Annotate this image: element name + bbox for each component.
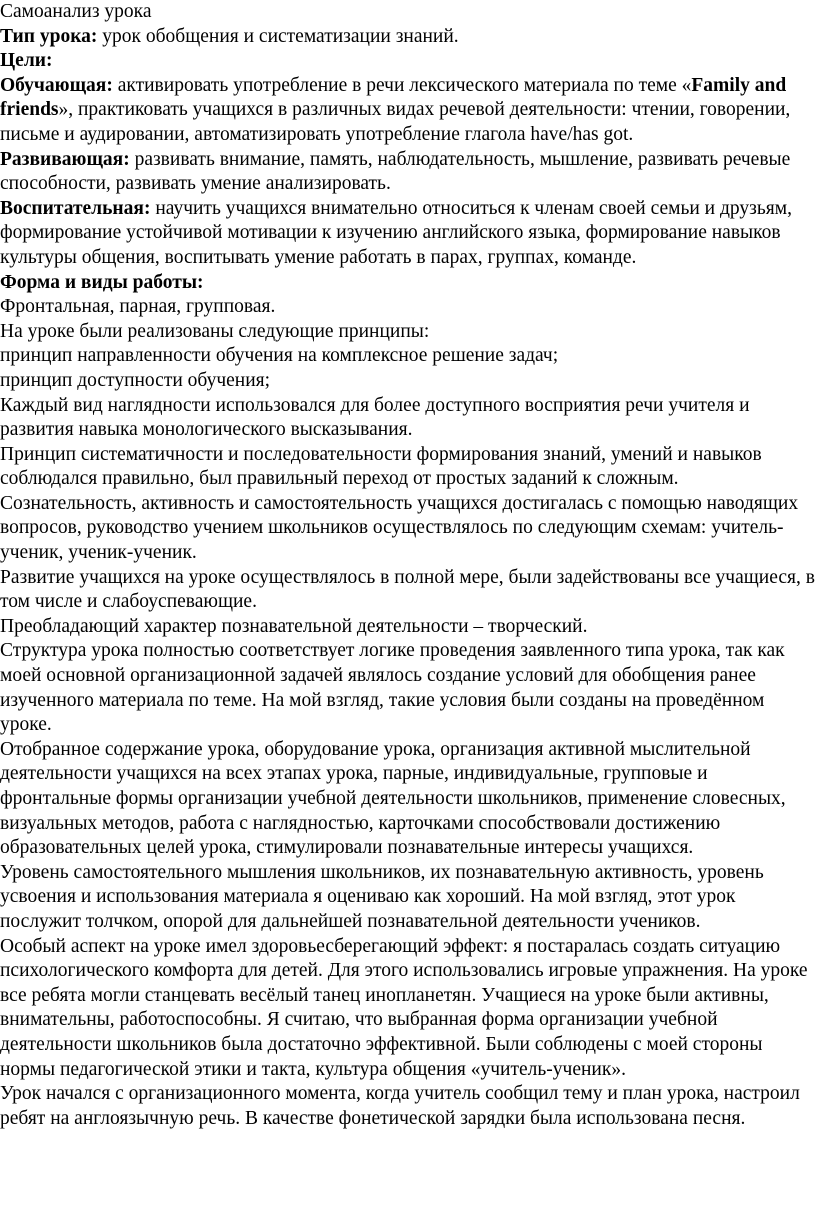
goal-educational-label: Обучающая: <box>0 74 113 96</box>
forms-heading <box>0 271 816 296</box>
goal-upbringing <box>0 197 816 271</box>
document-title: Самоанализ урока <box>0 1 152 22</box>
paragraph: Уровень самостоятельного мышления школьников, их познавательную активность, уровень усвоения и использования материала я оцениваю как хороший. На мой взгляд, этот урок послужит толчком, опорой для дальнейшей познавательной деятельности учеников. <box>0 861 764 932</box>
goal-developmental-text: развивать внимание, память, наблюдательность, мышление, развивать речевые способности, развивать умение анализировать. <box>0 148 791 195</box>
paragraph: Структура урока полностью соответствует логике проведения заявленного типа урока, так как моей основной организационной задачей являлось создание условий для обобщения ранее изученного материала по теме. На мой взгляд, такие условия были созданы на проведённом уроке. <box>0 640 785 736</box>
paragraph: принцип доступности обучения; <box>0 369 271 391</box>
paragraph: Сознательность, активность и самостоятельность учащихся достигалась с помощью наводящих вопросов, руководство учением школьников осуществлялось по следующим схемам: учитель-ученик, ученик-ученик. <box>0 492 799 564</box>
lesson-type <box>0 25 816 50</box>
paragraph: Фронтальная, парная, групповая. <box>0 296 276 318</box>
goal-upbringing-label: Воспитательная: <box>0 197 151 219</box>
lesson-type-label: Тип урока: <box>0 25 98 47</box>
goals-heading <box>0 49 816 74</box>
paragraph: Особый аспект на уроке имел здоровьесберегающий эффект: я постаралась создать ситуацию психологического комфорта для детей. Для этого использовались игровые упражнения. На уроке все ребята могли станцевать весёлый танец инопланетян. Учащиеся на уроке были активны, внимательны, работоспособны. Я считаю, что выбранная форма организации учебной деятельности школьников была достаточно эффективной. Были соблюдены с моей стороны нормы педагогической этики и такта, культура общения «учитель-ученик». <box>0 935 808 1080</box>
paragraph: Преобладающий характер познавательной деятельности – творческий. <box>0 615 588 637</box>
goal-educational <box>0 74 816 148</box>
goal-upbringing-text: научить учащихся внимательно относиться к членам своей семьи и друзьям, формирование устойчивой мотивации к изучению английского языка, формирование навыков культуры общения, воспитывать умение работать в парах, группах, команде. <box>0 197 792 268</box>
goal-developmental-label: Развивающая: <box>0 148 130 170</box>
goal-educational-text-a: активировать употребление в речи лексического материала по теме « <box>112 74 692 96</box>
paragraph: На уроке были реализованы следующие принципы: <box>0 320 430 342</box>
goal-developmental <box>0 148 816 197</box>
paragraph: Каждый вид наглядности использовался для более доступного восприятия речи учителя и развития навыка монологического высказывания. <box>0 394 750 441</box>
paragraph: Принцип систематичности и последовательности формирования знаний, умений и навыков соблюдался правильно, был правильный переход от простых заданий к сложным. <box>0 443 762 490</box>
paragraph: Урок начался с организационного момента, когда учитель сообщил тему и план урока, настроил ребят на англоязычную речь. В качестве фонетической зарядки была использована песня. <box>0 1083 800 1129</box>
lesson-type-text: урок обобщения и систематизации знаний. <box>97 25 459 47</box>
goal-educational-topic: Family and friends <box>0 74 787 121</box>
paragraph: Отобранное содержание урока, оборудование урока, организация активной мыслительной деятельности учащихся на всех этапах урока, парные, индивидуальные, групповые и фронтальные формы организации учебной деятельности школьников, применение словесных, визуальных методов, работа с наглядностью, карточками способствовали достижению образовательных целей урока, стимулировали познавательные интересы учащихся. <box>0 738 786 859</box>
goals-heading-text: Цели: <box>0 50 53 72</box>
goal-educational-text-b: », практиковать учащихся в различных видах речевой деятельности: чтении, говорении, письме и аудировании, автоматизировать употребление глагола have/has got. <box>0 99 791 145</box>
paragraph: принцип направленности обучения на комплексное решение задач; <box>0 345 559 367</box>
forms-heading-text: Форма и виды работы: <box>0 271 204 293</box>
paragraph: Развитие учащихся на уроке осуществлялось в полной мере, были задействованы все учащиеся, в том числе и слабоуспевающие. <box>0 566 815 613</box>
